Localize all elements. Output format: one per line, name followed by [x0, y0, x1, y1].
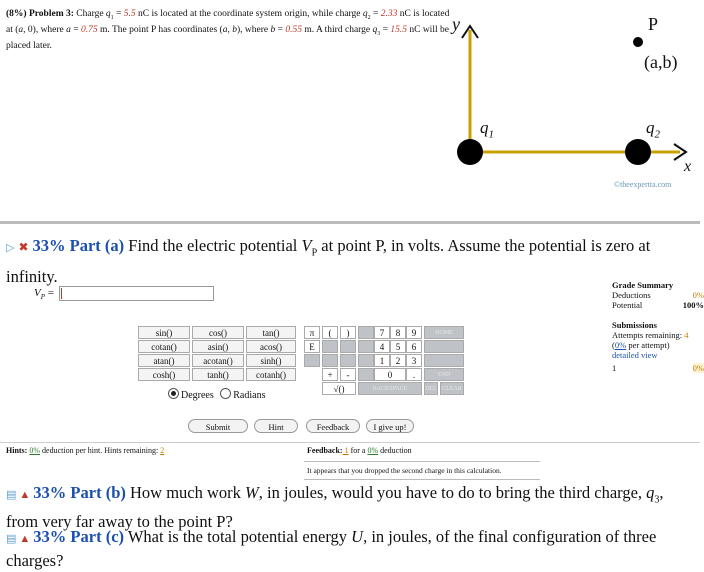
disabled-key	[358, 354, 374, 367]
del-button[interactable]: DEL	[424, 382, 438, 395]
disabled-key	[304, 354, 320, 367]
sinh-button[interactable]: sinh()	[246, 354, 296, 367]
part-b-text: , from very far away to the point P?	[6, 483, 664, 532]
clear-button[interactable]: CLEAR	[440, 382, 464, 395]
hints-pct: 0%	[29, 446, 41, 455]
sin-button[interactable]: sin()	[138, 326, 190, 339]
feedback-button[interactable]: Feedback	[306, 419, 360, 433]
disabled-key	[358, 326, 374, 339]
warning-icon: ▲	[19, 533, 31, 545]
q1-label-text: q	[480, 118, 489, 137]
part-c-question	[6, 526, 696, 572]
divider	[304, 461, 540, 462]
q3-sub: 3	[654, 494, 660, 506]
equals: =	[380, 24, 391, 35]
q1-sub: 1	[110, 14, 114, 21]
minus-button[interactable]: -	[340, 368, 356, 381]
open-paren-button[interactable]: (	[322, 326, 338, 339]
grade-title: Grade Summary	[612, 280, 674, 290]
per-attempt-row: (0% per attempt)	[612, 340, 670, 350]
cotan-button[interactable]: cotan()	[138, 340, 190, 353]
potential-value: 100%	[682, 300, 704, 310]
sqrt-button[interactable]: √()	[322, 382, 356, 395]
radians-label: Radians	[233, 390, 266, 401]
vp-sub: P	[311, 247, 318, 259]
hints-label: Hints:	[6, 446, 28, 455]
b-symbol: b	[232, 24, 237, 35]
a-symbol: a	[66, 24, 71, 35]
q1-value: 5.5	[123, 9, 136, 19]
part-b-text: How much work	[125, 483, 246, 502]
a-symbol: a	[222, 24, 228, 35]
problem-statement: (8%) Problem 3: Charge $q_1 = 5.5$ nC is located at the coordinate system origin, while charge $q_2 = 2.33$ nC is located at (a, 0), where a = 0.75 m. The point P has coordinates (a, b), where b = 0.55 m. A third charge $q_3 = 15.5$ nC will be placed later.	[6, 9, 450, 51]
q2-label	[646, 118, 660, 140]
acos-button[interactable]: acos()	[246, 340, 296, 353]
part-a-text: at point P, in volts. Assume the potential is zero at infinity.	[6, 236, 651, 287]
tan-button[interactable]: tan()	[246, 326, 296, 339]
submissions-title: Submissions	[612, 320, 657, 330]
deductions-row	[612, 290, 704, 300]
equals: =	[275, 24, 286, 35]
pi-button[interactable]: π	[304, 326, 320, 339]
angle-mode-selector	[168, 388, 265, 401]
per-attempt-label: per attempt)	[626, 340, 670, 350]
feedback-note: It appears that you dropped the second charge in this calculation.	[307, 466, 502, 475]
x-label: x	[684, 158, 692, 175]
hints-remaining: 2	[160, 446, 165, 455]
asin-button[interactable]: asin()	[192, 340, 244, 353]
deductions-value: 0%	[692, 290, 704, 300]
problem-text: nC is located at the coordinate system origin, while charge	[135, 9, 363, 19]
submission-number: 1	[612, 363, 617, 373]
q3-value: 15.5	[390, 24, 407, 35]
vp-symbol: V	[301, 236, 312, 255]
potential-label: Potential	[612, 300, 643, 310]
attempts-value: 4	[684, 330, 689, 340]
text-cursor	[61, 288, 62, 299]
p-label: P	[648, 14, 659, 34]
problem-text: , 0), where	[23, 24, 67, 35]
hint-button[interactable]: Hint	[254, 419, 298, 433]
disabled-key	[322, 340, 338, 353]
close-paren-button[interactable]: )	[340, 326, 356, 339]
hints-text: deduction per hint. Hints remaining:	[40, 446, 161, 455]
incorrect-x-icon: ✖	[18, 240, 29, 254]
q2-sub: 2	[367, 14, 371, 21]
part-c-title[interactable]: 33% Part (c)	[33, 527, 125, 546]
submit-button[interactable]: Submit	[188, 419, 248, 433]
q1-charge	[457, 139, 483, 165]
dot-button[interactable]: .	[406, 368, 422, 381]
b-symbol: b	[270, 24, 276, 35]
attempts-label: Attempts remaining:	[612, 330, 683, 340]
feedback-pct: 0%	[367, 446, 379, 455]
problem-text: Charge	[73, 9, 106, 19]
part-b-title[interactable]: 33% Part (b)	[33, 483, 126, 502]
give-up-button[interactable]: I give up!	[366, 419, 414, 433]
degrees-radio[interactable]	[168, 388, 179, 399]
atan-button[interactable]: atan()	[138, 354, 190, 367]
point-p	[633, 37, 643, 47]
vp-input-label-text: V	[34, 287, 41, 299]
digit-7-button[interactable]: 7	[374, 326, 390, 339]
q3-sub: 3	[377, 30, 381, 37]
q1-label	[480, 118, 494, 140]
feedback-count: 1	[342, 446, 349, 455]
acotan-button[interactable]: acotan()	[192, 354, 244, 367]
digit-1-button[interactable]: 1	[374, 354, 390, 367]
problem-label: (8%) Problem 3:	[6, 9, 74, 19]
digit-3-button[interactable]: 3	[406, 354, 422, 367]
warning-icon: ▲	[19, 489, 31, 501]
y-label: y	[452, 14, 460, 34]
expand-triangle-icon[interactable]: ▷	[6, 242, 15, 254]
problem-text: ), where	[236, 24, 271, 35]
digit-8-button[interactable]: 8	[390, 326, 406, 339]
end-button[interactable]: END	[424, 368, 464, 381]
a-value: 0.75	[81, 24, 98, 35]
digit-6-button[interactable]: 6	[406, 340, 422, 353]
problem-text: nC will be placed later.	[6, 24, 449, 51]
feedback-text: for a	[348, 446, 368, 455]
part-c-text: , in joules, of the final configuration of three charges?	[6, 527, 657, 570]
part-c-text: What is the total potential energy	[124, 527, 352, 546]
q2-label-text: q	[646, 118, 655, 137]
diagram-svg	[452, 0, 700, 200]
equals: =	[113, 9, 124, 19]
plus-button[interactable]: +	[322, 368, 338, 381]
watermark: ©theexpertta.com	[614, 180, 672, 189]
per-attempt-pct: 0%	[614, 340, 627, 350]
cotanh-button[interactable]: cotanh()	[246, 368, 296, 381]
disabled-key	[424, 354, 464, 367]
vp-input-label	[34, 287, 54, 301]
detailed-view-link[interactable]: detailed view	[612, 350, 658, 360]
e-button[interactable]: E	[304, 340, 320, 353]
radians-radio[interactable]	[220, 388, 231, 399]
q1-label-sub: 1	[488, 128, 494, 141]
feedback-text: deduction	[378, 446, 412, 455]
home-button[interactable]: HOME	[424, 326, 464, 339]
equals: =	[370, 9, 381, 19]
part-a-title[interactable]: 33% Part (a)	[32, 236, 125, 255]
digit-9-button[interactable]: 9	[406, 326, 422, 339]
disabled-key	[322, 354, 338, 367]
answer-input[interactable]	[59, 286, 214, 301]
digit-0-button[interactable]: 0	[374, 368, 406, 381]
vp-input-eq: =	[45, 287, 54, 299]
u-symbol: U	[351, 527, 364, 546]
charge-diagram	[452, 0, 700, 200]
deductions-label: Deductions	[612, 290, 651, 300]
part-a-question	[6, 234, 686, 289]
cosh-button[interactable]: cosh()	[138, 368, 190, 381]
digit-4-button[interactable]: 4	[374, 340, 390, 353]
ab-label: (a,b)	[644, 52, 678, 72]
potential-row	[612, 300, 704, 310]
digit-2-button[interactable]: 2	[390, 354, 406, 367]
divider	[304, 479, 540, 480]
disabled-key	[358, 340, 374, 353]
grade-summary	[612, 280, 704, 373]
cos-button[interactable]: cos()	[192, 326, 244, 339]
q1-symbol: q	[105, 9, 111, 19]
tanh-button[interactable]: tanh()	[192, 368, 244, 381]
digit-5-button[interactable]: 5	[390, 340, 406, 353]
disabled-key	[424, 340, 464, 353]
disabled-key	[340, 354, 356, 367]
q3-symbol: q	[372, 24, 378, 35]
q2-charge	[625, 139, 651, 165]
document-icon: ▤	[6, 533, 17, 545]
feedback-label: Feedback:	[307, 446, 343, 455]
submission-pct: 0%	[692, 363, 704, 373]
part-a-text: Find the electric potential	[124, 236, 302, 255]
q2-symbol: q	[362, 9, 368, 19]
w-symbol: W	[245, 483, 259, 502]
q2-value: 2.33	[380, 9, 398, 19]
problem-text: m. The point P has coordinates (	[97, 24, 223, 35]
a-symbol: a	[18, 24, 24, 35]
backspace-button[interactable]: BACKSPACE	[358, 382, 422, 395]
hints-info	[6, 446, 164, 455]
document-icon: ▤	[6, 489, 17, 501]
degrees-label: Degrees	[181, 390, 214, 401]
b-value: 0.55	[285, 24, 302, 35]
equals: =	[70, 24, 82, 35]
divider	[0, 221, 700, 224]
problem-text: m. A third charge	[301, 24, 373, 35]
part-b-text: , in joules, would you have to do to bring the third charge,	[258, 483, 647, 502]
q3-symbol: q	[646, 483, 655, 502]
disabled-key	[358, 368, 374, 381]
vp-input-label-sub: P	[40, 293, 46, 302]
attempts-row	[612, 330, 704, 340]
feedback-info	[307, 446, 412, 455]
q2-label-sub: 2	[654, 128, 660, 141]
disabled-key	[340, 340, 356, 353]
problem-text: nC is located at (	[6, 9, 450, 35]
submission-row	[612, 363, 704, 373]
